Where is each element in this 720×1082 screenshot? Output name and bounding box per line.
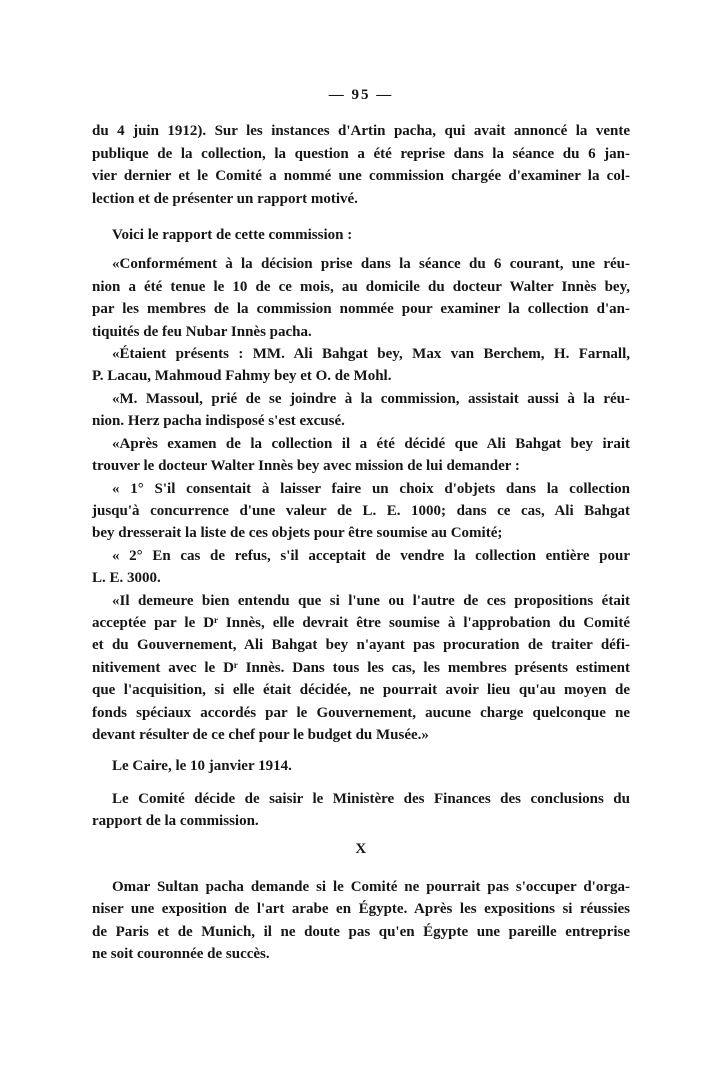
text-line: Omar Sultan pacha demande si le Comité ne pourrait pas s'occuper d'orga- [112, 879, 630, 895]
text-line: ne soit couronnée de succès. [92, 946, 270, 963]
text-line: bey dresserait la liste de ces objets pour être soumise au Comité; [92, 525, 503, 542]
text-line: et du Gouvernement, Ali Bahgat bey n'ayant pas procuration de traiter défi- [92, 637, 630, 654]
text-line: que l'acquisition, si elle était décidée, ne pourrait avoir lieu qu'au moyen de [92, 682, 630, 699]
text-line: «Conformément à la décision prise dans la séance du 6 courant, une réu- [112, 256, 630, 273]
text-line: P. Lacau, Mahmoud Fahmy bey et O. de Mohl. [92, 368, 392, 385]
paragraph [92, 433, 630, 478]
text-line: «Après examen de la collection il a été décidé que Ali Bahgat bey irait [112, 435, 630, 452]
paragraph [92, 876, 630, 966]
text-line: de Paris et de Munich, il ne doute pas qu'en Égypte une pareille entreprise [92, 923, 630, 940]
text-line: fonds spéciaux accordés par le Gouvernement, aucune charge quelconque ne [92, 704, 630, 721]
text-line: acceptée par le Dʳ Innès, elle devrait être soumise à l'approbation du Comité [92, 614, 630, 631]
text-line: « 2° En cas de refus, s'il acceptait de vendre la collection entière pour [112, 547, 630, 564]
text-line: « 1° S'il consentait à laisser faire un choix d'objets dans la collection [112, 480, 630, 497]
text-line: publique de la collection, la question a été reprise dans la séance du 6 jan- [92, 145, 630, 162]
paragraph [92, 590, 630, 747]
section-heading: X [355, 840, 367, 857]
text-line: devant résulter de ce chef pour le budget du Musée.» [92, 726, 429, 743]
text-line: lection et de présenter un rapport motivé. [92, 190, 358, 207]
text-line: L. E. 3000. [92, 570, 161, 587]
text-line: nitivement avec le Dʳ Innès. Dans tous les cas, les membres présents estiment [92, 659, 630, 676]
paragraph [92, 343, 630, 388]
dateline [92, 755, 630, 777]
text-line: «M. Massoul, prié de se joindre à la commission, assistait aussi à la réu- [112, 390, 630, 407]
text-line: Le Comité décide de saisir le Ministère des Finances des conclusions du [112, 790, 630, 807]
text-line: trouver le docteur Walter Innès bey avec mission de lui demander : [92, 458, 520, 475]
paragraph [92, 788, 630, 833]
text-line: vier dernier et le Comité a nommé une commission chargée d'examiner la col- [92, 168, 630, 185]
text-line: «Étaient présents : MM. Ali Bahgat bey, Max van Berchem, H. Farnall, [112, 346, 630, 363]
text-line: Le Caire, le 10 janvier 1914. [112, 758, 292, 775]
text-line: rapport de la commission. [92, 813, 259, 830]
paragraph [92, 224, 630, 246]
paragraph [92, 388, 630, 433]
text-line: niser une exposition de l'art arabe en Égypte. Après les expositions si réussies [92, 901, 630, 918]
paragraph [92, 253, 630, 343]
page-number: — 95 — [328, 87, 394, 103]
text-line: «Il demeure bien entendu que si l'une ou l'autre de ces propositions était [112, 592, 630, 609]
paragraph [92, 120, 630, 210]
text-line: jusqu'à concurrence d'une valeur de L. E. 1000; dans ce cas, Ali Bahgat [92, 502, 630, 519]
text-line: du 4 juin 1912). Sur les instances d'Artin pacha, qui avait annoncé la vente [92, 123, 630, 140]
text-line: tiquités de feu Nubar Innès pacha. [92, 323, 312, 340]
paragraph [92, 478, 630, 545]
text-line: nion a été tenue le 10 de ce mois, au domicile du docteur Walter Innès bey, [92, 278, 630, 295]
text-line: par les membres de la commission nommée pour examiner la collection d'an- [92, 301, 630, 318]
paragraph [92, 545, 630, 590]
text-line: Voici le rapport de cette commission : [112, 227, 353, 244]
text-line: nion. Herz pacha indisposé s'est excusé. [92, 413, 345, 430]
